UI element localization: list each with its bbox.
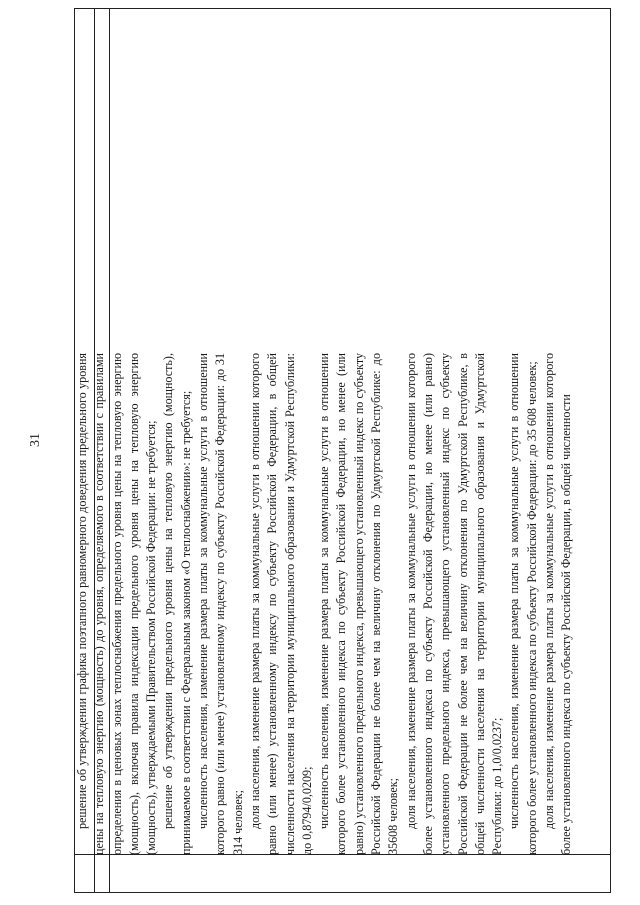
paragraph: доля населения, изменение размера платы за коммунальные услуги в отношении которого более установленного индекса по субъекту Российской Федерации, в общей численности [542, 353, 574, 855]
paragraph: численность населения, изменение размера платы за коммунальные услуги в отношении которого более установленного индекса по субъекту Российской Федерации, но менее (или равно) установленного предельного индекса, превышающего установленный индекс по субъекту Российской Федерации не более чем на величину отклонения по Удмуртской Республике: до 35608 человек; [317, 353, 401, 855]
paragraph: доля населения, изменение размера платы за коммунальные услуги в отношении которого более установленного индекса по субъекту Российской Федерации, но менее (или равно) установленного предельного индекса, превышающего установленный индекс по субъекту Российской Федерации не более чем на величину отклонения по Удмуртской Республике, в общей численности населения на территории муниципального образования и Удмуртской Республики: до 1,0/0,0237; [403, 353, 505, 855]
page-number: 31 [28, 433, 43, 447]
table-border-left [74, 892, 610, 893]
table-cell-text [74, 353, 576, 855]
paragraph: решение об утверждении предельного уровня цены на тепловую энергию (мощность), принимаемое в соответствии с Федеральным законом «О теплоснабжении»: не требуется; [161, 353, 193, 855]
paragraph: решение об утверждении графика поэтапного равномерного доведения предельного уровня цены на тепловую энергию (мощность) до уровня, определяемого в соответствии с правилами определения в ценовых зонах теплоснабжения предельного уровня цены на тепловую энергию (мощность), включая правила индексации предельного уровня цены на тепловую энергию (мощность), утверждаемыми Правительством Российской Федерации: не требуется; [75, 353, 159, 855]
table-border-bottom [610, 8, 611, 893]
table-border-right [74, 8, 610, 9]
rotated-table [74, 8, 614, 893]
paragraph: доля населения, изменение размера платы за коммунальные услуги в отношении которого равно (или менее) установленному индексу по субъекту Российской Федерации, в общей численности населения на территории муниципального образования и Удмуртской Республики: до 0,8794/0,0209; [247, 353, 314, 855]
paragraph: численность населения, изменение размера платы за коммунальные услуги в отношении которого равно (или менее) установленному индексу по субъекту Российской Федерации: до 31 314 человек; [196, 353, 245, 855]
paragraph: численность населения, изменение размера платы за коммунальные услуги в отношении которого более установленного индекса по субъекту Российской Федерации: до 35 608 человек; [507, 353, 539, 855]
